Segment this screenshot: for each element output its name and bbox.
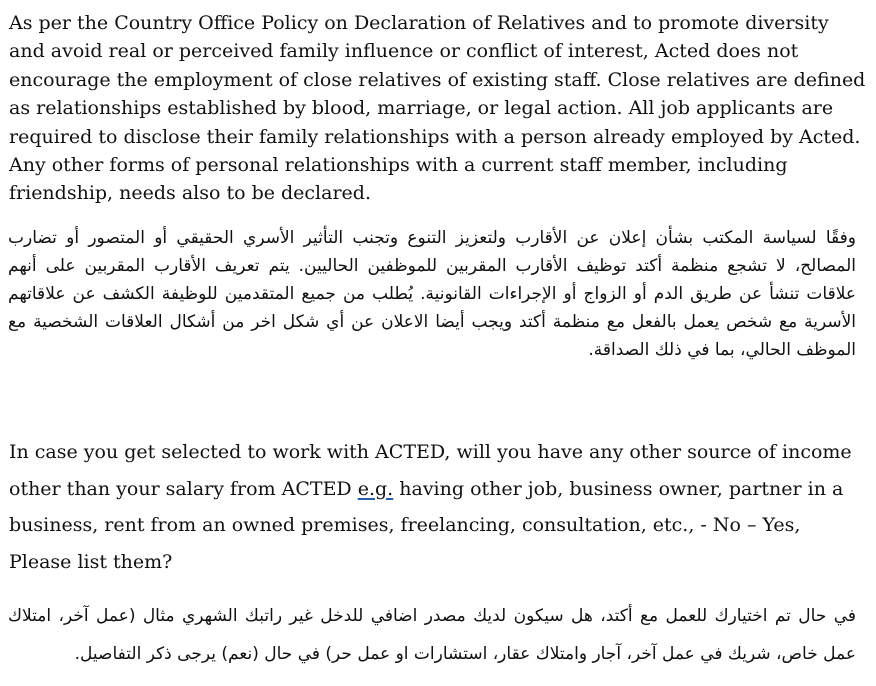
relatives-policy-paragraph-ar[interactable]: وفقًا لسياسة المكتب بشأن إعلان عن الأقارب ولتعزيز التنوع وتجنب التأثير الأسري الحقيقي أو المتصور أو تضارب المصالح، لا تشجع منظمة أكتد توظيف الأقارب المقربين للموظفين الحاليين. يتم تعريف الأقارب المقربين على أنهم علاقات تنشأ عن طريق الدم أو الزواج أو الإجراءات القانونية. يُطلب من جميع المتقدمين للوظيفة الكشف عن علاقاتهم الأسرية مع شخص يعمل بالفعل مع منظمة أكتد ويجب أيضا الاعلان عن أي شكل اخر من أشكال العلاقات الشخصية مع الموظف الحالي، بما في ذلك الصداقة. (8, 228, 856, 360)
other-income-question-text-end: having other job, business owner, partner in a business, rent from an owned premises, freelancing, consultation, etc., - No – Yes, Please list them? (9, 477, 844, 573)
spellcheck-marked-word[interactable]: e.g. (357, 477, 394, 500)
other-income-question-en[interactable] (9, 434, 867, 580)
relatives-policy-paragraph-en[interactable]: As per the Country Office Policy on Declaration of Relatives and to promote diversity and avoid real or perceived family influence or conflict of interest, Acted does not encourage the employment of close relatives of existing staff. Close relatives are defined as relationships established by blood, marriage, or legal action. All job applicants are required to disclose their family relationships with a person already employed by Acted. Any other forms of personal relationships with a current staff member, including friendship, needs also to be declared. (9, 12, 866, 205)
other-income-question-ar[interactable]: في حال تم اختيارك للعمل مع أكتد، هل سيكون لديك مصدر اضافي للدخل غير راتبك الشهري مثال (عمل آخر، امتلاك عمل خاص، شريك في عمل آخر، آجار وامتلاك عقار، استشارات او عمل حر) في حال (نعم) يرجى ذكر التفاصيل. (8, 606, 856, 664)
other-income-question-text-start: In case you get selected to work with ACTED, will you have any other source of income other than your salary from ACTED (9, 441, 852, 500)
